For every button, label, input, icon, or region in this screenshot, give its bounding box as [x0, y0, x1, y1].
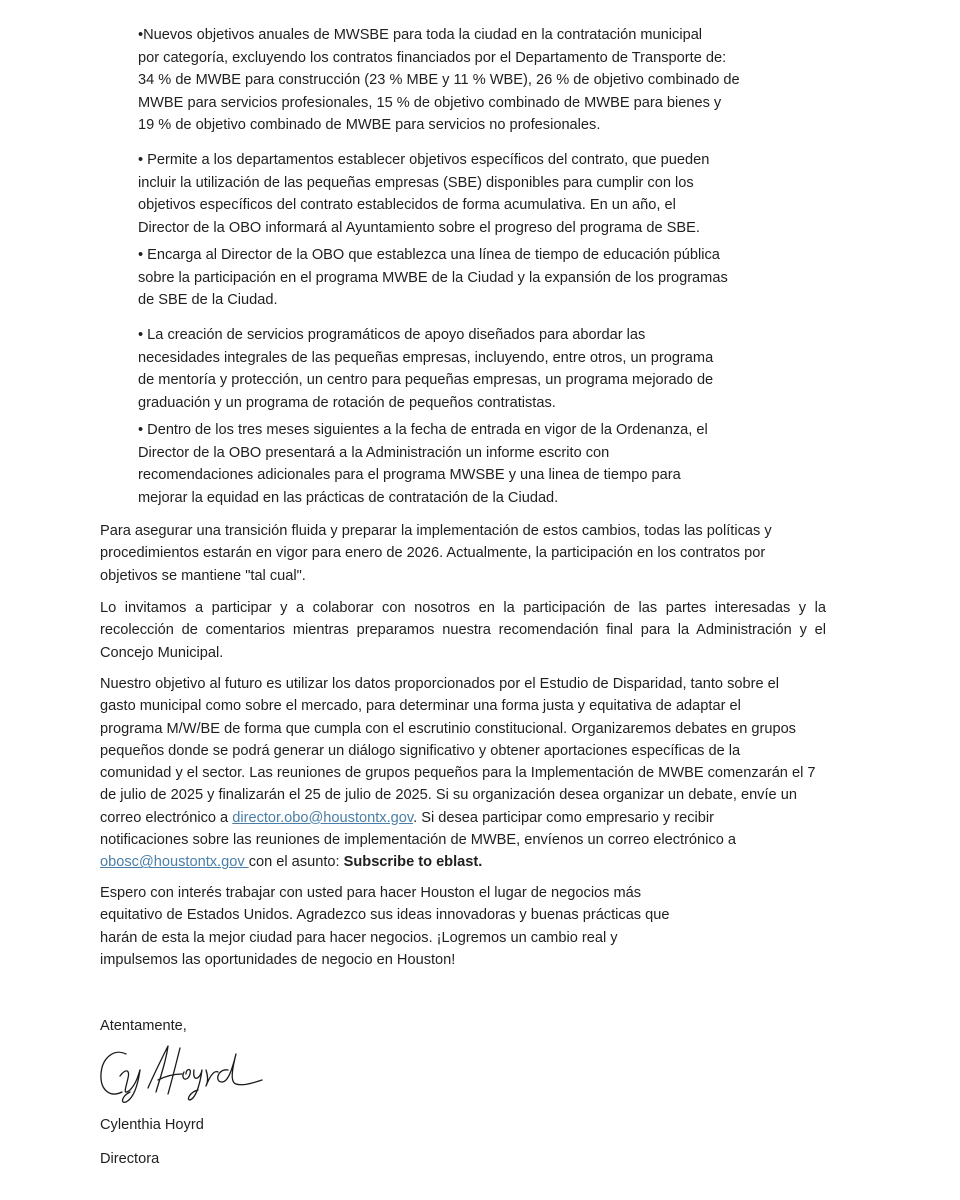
- signature-image: [96, 1040, 268, 1108]
- text-line: incluir la utilización de las pequeñas empresas (SBE) disponibles para cumplir con los: [138, 174, 694, 191]
- text-line: de SBE de la Ciudad.: [138, 292, 278, 309]
- text-line: Lo invitamos a participar y a colaborar con nosotros en la participación de las partes interesadas y la: [100, 600, 826, 616]
- paragraph-objective: [100, 673, 826, 874]
- director-email-link[interactable]: director.obo@houstontx.gov: [232, 809, 414, 826]
- text-line: pequeños donde se podrá generar un diálogo significativo y obtener aportaciones específicas de la: [100, 742, 741, 759]
- text-line: Espero con interés trabajar con usted para hacer Houston el lugar de negocios más: [100, 885, 642, 901]
- text-line: recomendaciones adicionales para el programa MWSBE y una linea de tiempo para: [138, 467, 681, 484]
- bullet-annual-goals: [138, 24, 748, 137]
- text-line: notificaciones sobre las reuniones de implementación de MWBE, envíenos un correo electrónico a: [100, 832, 736, 849]
- text-line: • Encarga al Director de la OBO que establezca una línea de tiempo de educación pública: [138, 247, 720, 263]
- text-line: necesidades integrales de las pequeñas empresas, incluyendo, entre otros, un programa: [138, 349, 714, 366]
- text-line: objetivos específicos del contrato establecidos de forma acumulativa. En un año, el: [138, 197, 676, 214]
- text-line: • La creación de servicios programáticos de apoyo diseñados para abordar las: [138, 327, 646, 343]
- bullet-education-timeline: [138, 244, 748, 312]
- text-line: recolección de comentarios mientras preparamos nuestra recomendación final para la Administración y el: [100, 622, 826, 639]
- text-fragment: . Si desea participar como empresario y recibir: [413, 809, 715, 826]
- text-line: MWBE para servicios profesionales, 15 % de objetivo combinado de MWBE para bienes y: [138, 94, 722, 111]
- text-line: •Nuevos objetivos anuales de MWSBE para toda la ciudad en la contratación municipal: [138, 27, 703, 43]
- text-line: programa M/W/BE de forma que cumpla con el escrutinio constitucional. Organizaremos debates en grupos: [100, 720, 796, 737]
- bullet-ordinance-report: [138, 419, 748, 509]
- text-line: harán de esta la mejor ciudad para hacer negocios. ¡Logremos un cambio real y: [100, 929, 618, 946]
- email-subject: Subscribe to eblast.: [343, 854, 483, 871]
- text-line: graduación y un programa de rotación de pequeños contratistas.: [138, 394, 556, 411]
- text-line: por categoría, excluyendo los contratos financiados por el Departamento de Transporte de:: [138, 49, 727, 66]
- obosc-email-link[interactable]: obosc@houstontx.gov: [100, 854, 249, 871]
- text-line: 34 % de MWBE para construcción (23 % MBE y 11 % WBE), 26 % de objetivo combinado de: [138, 72, 740, 89]
- text-line: Para asegurar una transición fluida y preparar la implementación de estos cambios, todas las políticas y: [100, 523, 772, 539]
- text-fragment: con el asunto:: [248, 854, 344, 871]
- text-line: procedimientos estarán en vigor para enero de 2026. Actualmente, la participación en los contratos por: [100, 545, 766, 562]
- text-line: comunidad y el sector. Las reuniones de grupos pequeños para la Implementación de MWBE comenzarán el 7: [100, 765, 816, 782]
- paragraph-invitation: [100, 597, 826, 664]
- bullet-contract-goals: [138, 149, 748, 239]
- paragraph-closing: [100, 882, 826, 971]
- text-line: equitativo de Estados Unidos. Agradezco sus ideas innovadoras y buenas prácticas que: [100, 907, 670, 924]
- text-line: Concejo Municipal.: [100, 644, 224, 661]
- text-line: 19 % de objetivo combinado de MWBE para servicios no profesionales.: [138, 117, 601, 134]
- text-line: gasto municipal como sobre el mercado, para determinar una forma justa y equitativa de adaptar el: [100, 698, 741, 715]
- signer-name: Cylenthia Hoyrd: [100, 1117, 204, 1133]
- text-line-with-email: [100, 807, 826, 829]
- text-line: sobre la participación en el programa MWBE de la Ciudad y la expansión de los programas: [138, 269, 728, 286]
- text-line: de mentoría y protección, un centro para pequeñas empresas, un programa mejorado de: [138, 372, 714, 389]
- signer-title: Directora: [100, 1151, 160, 1167]
- text-line: mejorar la equidad en las prácticas de contratación de la Ciudad.: [138, 489, 559, 506]
- text-line: objetivos se mantiene "tal cual".: [100, 567, 306, 584]
- text-line: Nuestro objetivo al futuro es utilizar los datos proporcionados por el Estudio de Disparidad, tanto sobre el: [100, 676, 779, 692]
- handwritten-signature: [96, 1040, 268, 1108]
- text-line: Director de la OBO presentará a la Administración un informe escrito con: [138, 444, 610, 461]
- text-line: • Permite a los departamentos establecer objetivos específicos del contrato, que pueden: [138, 152, 710, 168]
- paragraph-transition: [100, 520, 826, 587]
- salutation: Atentamente,: [100, 1018, 187, 1034]
- text-line: impulsemos las oportunidades de negocio en Houston!: [100, 951, 456, 968]
- text-line: • Dentro de los tres meses siguientes a la fecha de entrada en vigor de la Ordenanza, el: [138, 422, 708, 438]
- text-line: de julio de 2025 y finalizarán el 25 de julio de 2025. Si su organización desea organizar un debate, envíe un: [100, 787, 797, 804]
- text-line-with-email: [100, 851, 826, 873]
- text-line: Director de la OBO informará al Ayuntamiento sobre el progreso del programa de SBE.: [138, 219, 700, 236]
- bullet-support-services: [138, 324, 748, 414]
- text-fragment: correo electrónico a: [100, 809, 233, 826]
